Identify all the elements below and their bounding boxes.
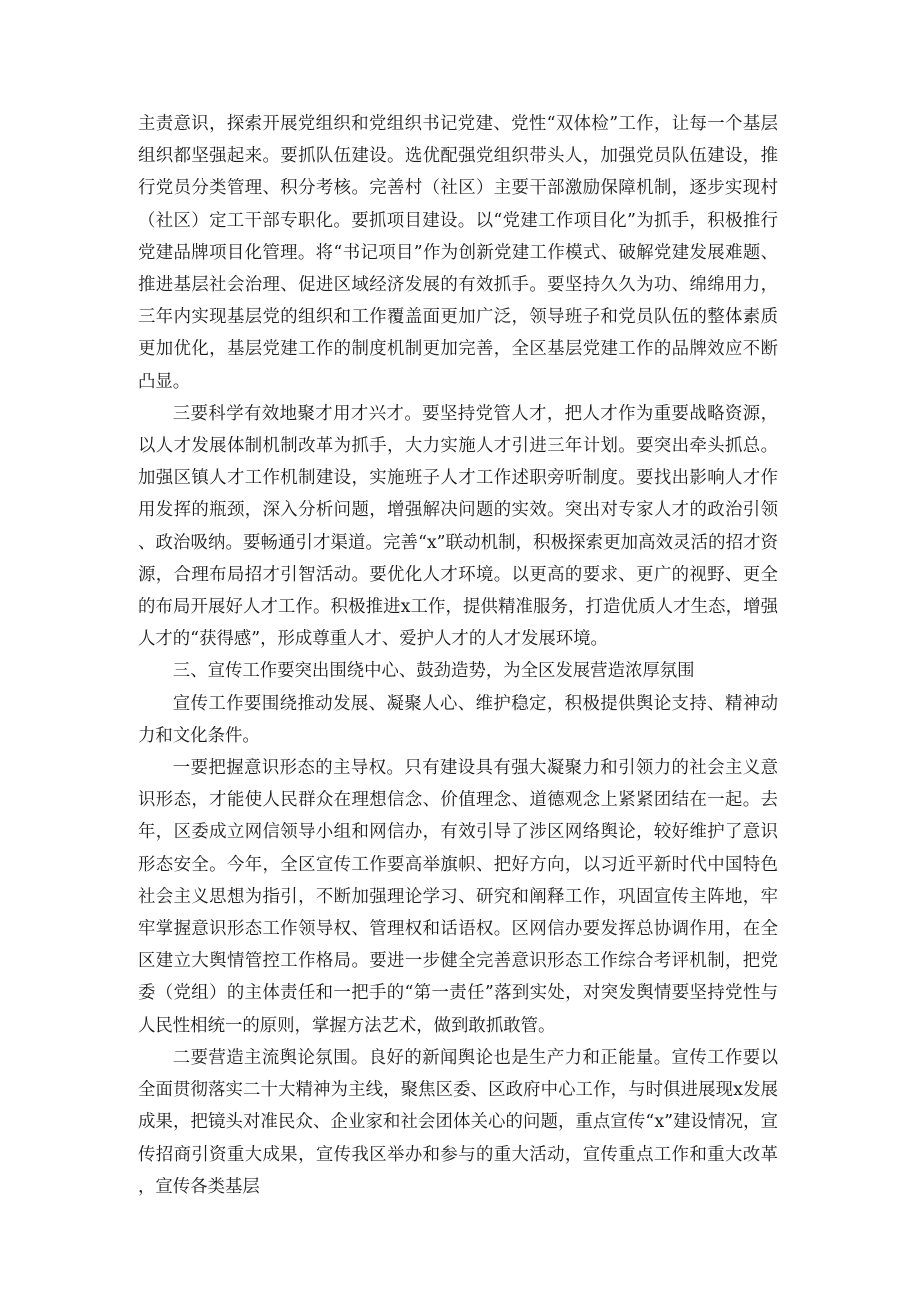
paragraph-ideology: 一要把握意识形态的主导权。只有建设具有强大凝聚力和引领力的社会主义意识形态，才能使人民群众在理想信念、价值理念、道德观念上紧紧团结在一起。去年，区委成立网信领导小组和网信办，有效引导了涉区网络舆论，较好维护了意识形态安全。今年，全区宣传工作要高举旗帜、把好方向，以习近平新时代中国特色社会主义思想为指引，不断加强理论学习、研究和阐释工作，巩固宣传主阵地，牢牢掌握意识形态工作领导权、管理权和话语权。区网信办要发挥总协调作用，在全区建立大舆情管控工作格局。要进一步健全完善意识形态工作综合考评机制，把党委（党组）的主体责任和一把手的“第一责任”落到实处，对突发舆情要坚持党性与人民性相统一的原则，掌握方法艺术，做到敢抓敢管。 [138, 758, 778, 1036]
paragraph-publicity-intro: 宣传工作要围绕推动发展、凝聚人心、维护稳定，积极提供舆论支持、精神动力和文化条件。 [138, 693, 778, 746]
paragraph-public-opinion: 二要营造主流舆论氛围。良好的新闻舆论也是生产力和正能量。宣传工作要以全面贯彻落实二十大精神为主线，聚焦区委、区政府中心工作，与时俱进展现x发展成果，把镜头对准民众、企业家和社会团体关心的问题，重点宣传“x”建设情况，宣传招商引资重大成果，宣传我区举办和参与的重大活动，宣传重点工作和重大改革，宣传各类基层 [138, 1047, 778, 1197]
paragraph-party-building-continued: 主责意识，探索开展党组织和党组织书记党建、党性“双体检”工作，让每一个基层组织都坚强起来。要抓队伍建设。选优配强党组织带头人，加强党员队伍建设，推行党员分类管理、积分考核。完善村（社区）主要干部激励保障机制，逐步实现村（社区）定工干部专职化。要抓项目建设。以“党建工作项目化”为抓手，积极推行党建品牌项目化管理。将“书记项目”作为创新党建工作模式、破解党建发展难题、推进基层社会治理、促进区域经济发展的有效抓手。要坚持久久为功、绵绵用力，三年内实现基层党的组织和工作覆盖面更加广泛，领导班子和党员队伍的整体素质更加优化，基层党建工作的制度机制更加完善，全区基层党建工作的品牌效应不断凸显。 [138, 114, 778, 392]
paragraph-talent-work: 三要科学有效地聚才用才兴才。要坚持党管人才，把人才作为重要战略资源，以人才发展体制机制改革为抓手，大力实施人才引进三年计划。要突出牵头抓总。加强区镇人才工作机制建设，实施班子人才工作述职旁听制度。要找出影响人才作用发挥的瓶颈，深入分析问题，增强解决问题的实效。突出对专家人才的政治引领、政治吸纳。要畅通引才渠道。完善“x”联动机制，积极探索更加高效灵活的招才资源，合理布局招才引智活动。要优化人才环境。以更高的要求、更广的视野、更全的布局开展好人才工作。积极推进x工作，提供精准服务，打造优质人才生态，增强人才的“获得感”，形成尊重人才、爱护人才的人才发展环境。 [138, 403, 778, 650]
document-body [138, 108, 778, 1203]
section-heading-publicity: 三、宣传工作要突出围绕中心、鼓劲造势，为全区发展营造浓厚氛围 [172, 661, 695, 682]
